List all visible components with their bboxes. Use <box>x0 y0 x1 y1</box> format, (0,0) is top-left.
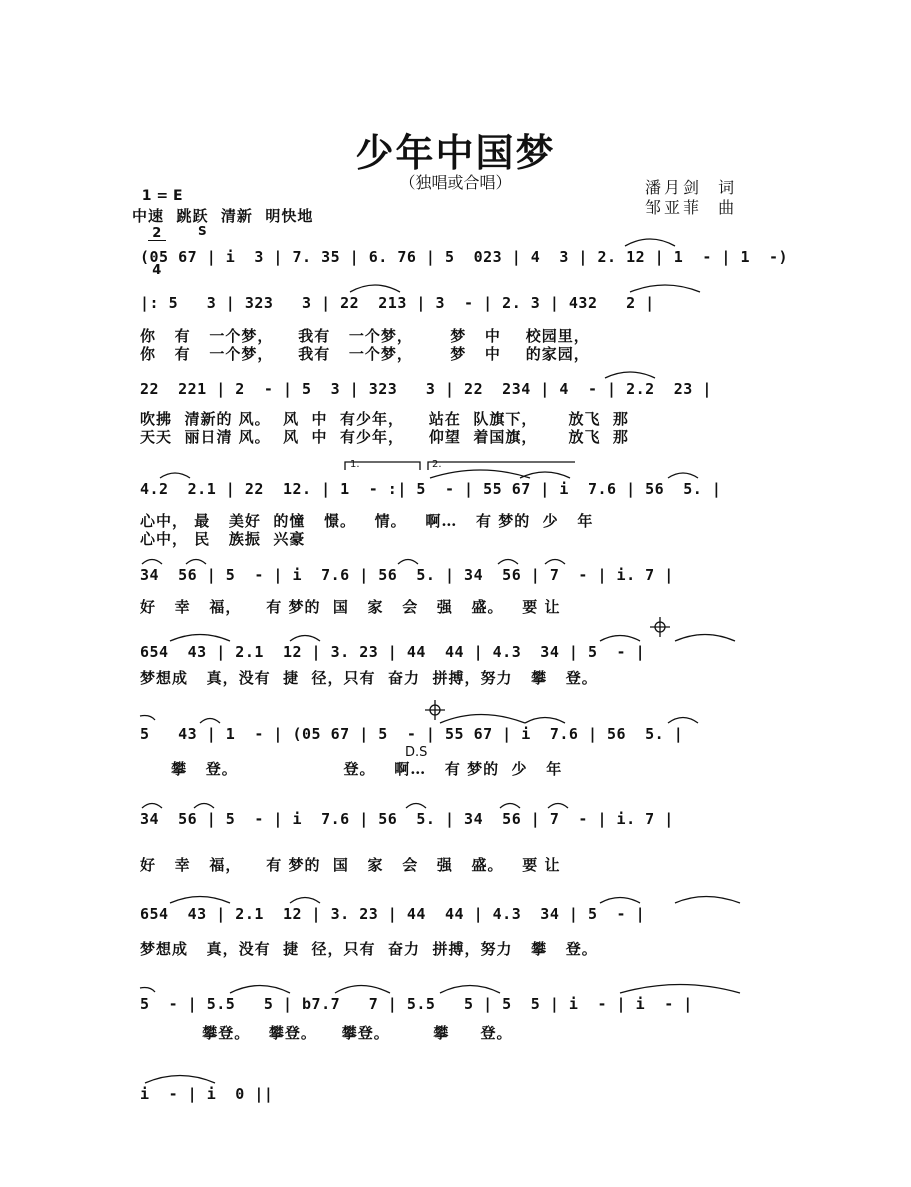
system-6-lyric-1: 梦想成 真，没有 捷 径，只有 奋力 拼搏，努力 攀 登。 <box>140 669 598 687</box>
system-8-lyric-1: 好 幸 福， 有 梦的 国 家 会 强 盛。 要 让 <box>140 856 561 874</box>
system-4-lyric-2: 心中， 民 族振 兴豪 <box>140 530 306 548</box>
system-1-notes: (05 67 | i 3 | 7. 35 | 6. 76 | 5 023 | 4 3 | 2. 12 | 1 - | 1 -) <box>140 248 789 266</box>
system-3-lyric-1: 吹拂 清新的 风。 风 中 有少年， 站在 队旗下， 放飞 那 <box>140 410 629 428</box>
system-3-lyric-2: 天天 丽日清 风。 风 中 有少年， 仰望 着国旗， 放飞 那 <box>140 428 629 446</box>
song-subtitle: （独唱或合唱） <box>399 173 512 192</box>
system-9-lyric-1: 梦想成 真，没有 捷 径，只有 奋力 拼搏，努力 攀 登。 <box>140 940 598 958</box>
system-7-notes: 5 43 | 1 - | (05 67 | 5 - | 55 67 | i 7.6 | 56 5. | <box>140 725 684 743</box>
system-3-notes: 22 221 | 2 - | 5 3 | 323 3 | 22 234 | 4 - | 2.2 23 | <box>140 380 712 398</box>
lyricist-credit: 潘月剑 词 <box>645 178 738 197</box>
system-11-notes: i - | i 0 || <box>140 1085 274 1103</box>
system-9-notes: 654 43 | 2.1 12 | 3. 23 | 44 44 | 4.3 34 | 5 - | <box>140 905 646 923</box>
tempo-marking: 中速 跳跃 清新 明快地 <box>132 207 314 225</box>
system-10-lyric-1: 攀登。 攀登。 攀登。 攀 登。 <box>140 1024 513 1042</box>
song-title: 少年中国梦 <box>355 131 556 175</box>
system-8-notes: 34 56 | 5 - | i 7.6 | 56 5. | 34 56 | 7 - | i. 7 | <box>140 810 674 828</box>
meter-top: 2 <box>148 228 166 241</box>
key-text: 1 = E <box>141 188 183 204</box>
system-4-lyric-1: 心中， 最 美好 的憧 憬。 情。 啊… 有 梦的 少 年 <box>140 512 594 530</box>
system-7-lyric-1: 攀 登。 登。 啊… 有 梦的 少 年 <box>140 760 563 778</box>
volta-1-label: 1. <box>350 459 360 470</box>
system-5-notes: 34 56 | 5 - | i 7.6 | 56 5. | 34 56 | 7 - | i. 7 | <box>140 566 674 584</box>
segno-sign: S <box>198 224 207 238</box>
system-2-lyric-1: 你 有 一个梦， 我有 一个梦， 梦 中 校园里， <box>140 327 590 345</box>
dal-segno-mark: D.S <box>405 745 428 760</box>
system-10-notes: 5 - | 5.5 5 | b7.7 7 | 5.5 5 | 5 5 | i - | i - | <box>140 995 693 1013</box>
system-2-lyric-2: 你 有 一个梦， 我有 一个梦， 梦 中 的家园， <box>140 345 590 363</box>
system-5-lyric-1: 好 幸 福， 有 梦的 国 家 会 强 盛。 要 让 <box>140 598 561 616</box>
meter-bottom: 4 <box>152 263 162 278</box>
composer-credit: 邹亚菲 曲 <box>645 198 738 217</box>
system-4-notes: 4.2 2.1 | 22 12. | 1 - :| 5 - | 55 67 | i 7.6 | 56 5. | <box>140 480 722 498</box>
system-2-notes: |: 5 3 | 323 3 | 22 213 | 3 - | 2. 3 | 432 2 | <box>140 294 655 312</box>
volta-2-label: 2. <box>432 459 442 470</box>
system-6-notes: 654 43 | 2.1 12 | 3. 23 | 44 44 | 4.3 34 | 5 - | <box>140 643 646 661</box>
